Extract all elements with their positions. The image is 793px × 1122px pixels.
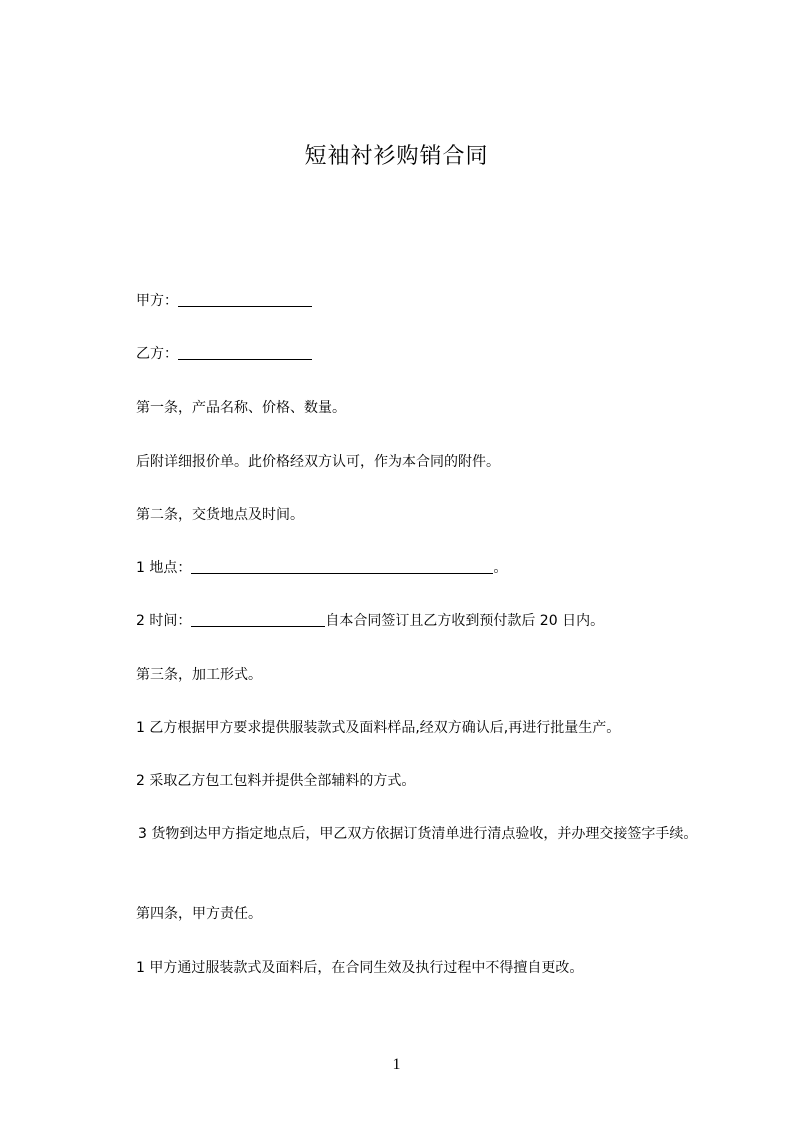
article4-item1: 1 甲方通过服装款式及面料后，在合同生效及执行过程中不得擅自更改。 [136, 960, 584, 976]
page-number: 1 [392, 1056, 401, 1073]
article2-heading: 第二条，交货地点及时间。 [136, 507, 304, 523]
time-suffix: 自本合同签订且乙方收到预付款后 20 日内。 [325, 613, 605, 629]
article2-place-line [104, 554, 736, 582]
party-b-blank [178, 343, 312, 360]
place-label: 1 地点： [136, 560, 192, 576]
document-title: 短袖衬衫购销合同 [304, 144, 489, 169]
article3-item3: 3 货物到达甲方指定地点后，甲乙双方依据订货清单进行清点验收，并办理交接签字手续。 [138, 826, 698, 842]
article2-time-line [104, 607, 736, 635]
time-label: 2 时间： [136, 613, 192, 629]
party-a-blank [178, 290, 312, 307]
party-b-label: 乙方： [136, 346, 178, 362]
place-blank [191, 557, 493, 574]
article3-item2: 2 采取乙方包工包料并提供全部辅料的方式。 [136, 773, 416, 789]
party-a-line [104, 287, 736, 315]
place-suffix: 。 [493, 560, 508, 576]
time-blank [191, 610, 325, 627]
article3-heading: 第三条，加工形式。 [136, 667, 262, 683]
article1-heading: 第一条，产品名称、价格、数量。 [136, 400, 346, 416]
article4-heading: 第四条，甲方责任。 [136, 906, 262, 922]
party-b-line [104, 340, 736, 368]
article1-text: 后附详细报价单。此价格经双方认可，作为本合同的附件。 [136, 454, 500, 470]
party-a-label: 甲方： [136, 293, 178, 309]
article3-item1: 1 乙方根据甲方要求提供服装款式及面料样品,经双方确认后,再进行批量生产。 [136, 720, 621, 736]
